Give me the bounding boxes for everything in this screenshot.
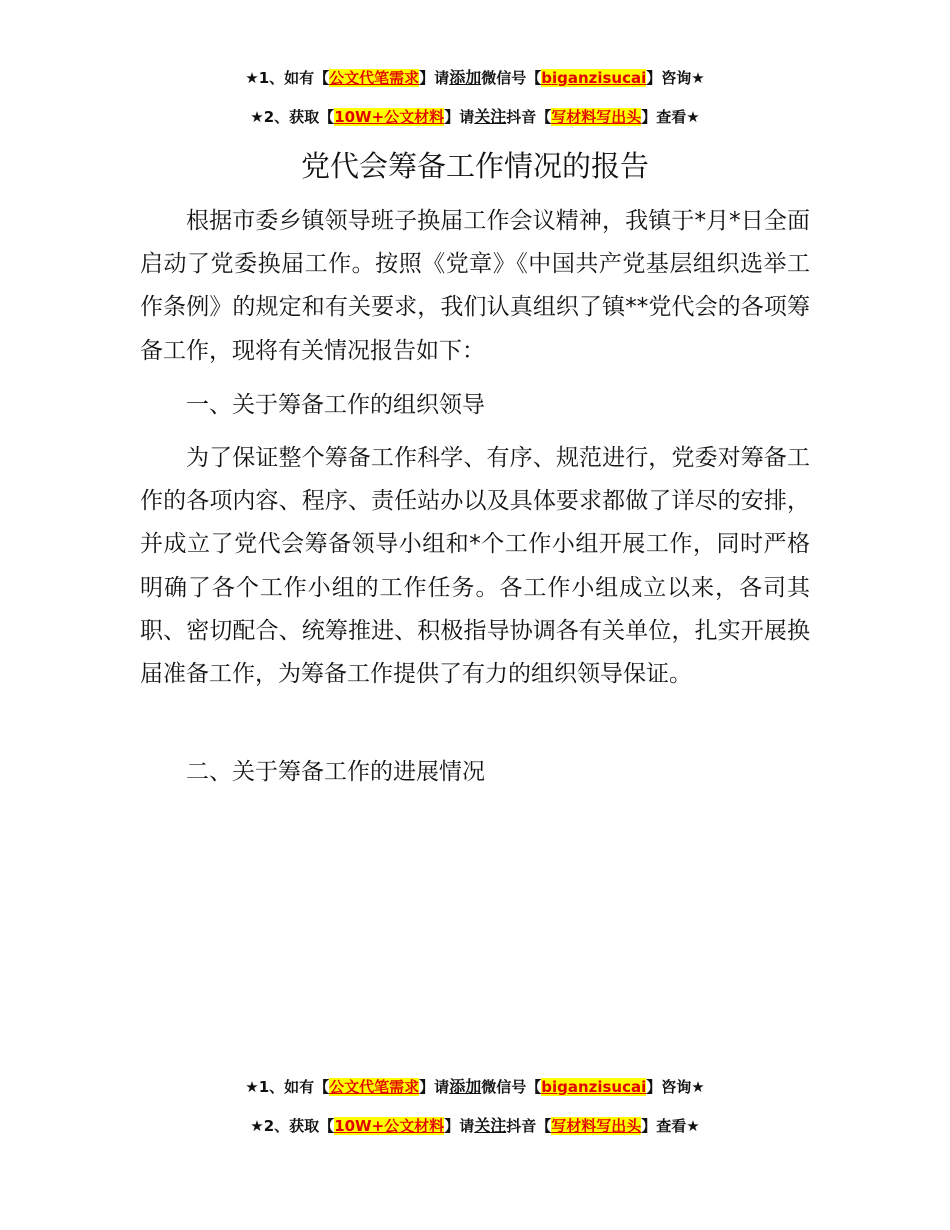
banner-highlight: 10W+公文材料 bbox=[334, 108, 445, 126]
banner-text: 】请 bbox=[444, 108, 475, 126]
banner-highlight: 公文代笔需求 bbox=[329, 1078, 420, 1096]
section-heading: 二、关于筹备工作的进展情况 bbox=[186, 759, 485, 785]
banner-text: 】请 bbox=[444, 1117, 475, 1135]
banner-text: 】咨询★ bbox=[646, 1078, 705, 1096]
banner-text: 抖音【 bbox=[506, 1117, 552, 1135]
document-title: 党代会筹备工作情况的报告 bbox=[300, 149, 649, 183]
banner-highlight: 公文代笔需求 bbox=[329, 69, 420, 87]
top-banner-line-1 bbox=[0, 67, 950, 89]
banner-text: ★2、获取【 bbox=[250, 1117, 335, 1135]
banner-underlined: 添加 bbox=[449, 1077, 482, 1096]
banner-highlight: 写材料写出头 bbox=[551, 108, 642, 126]
banner-underlined: 关注 bbox=[474, 1116, 507, 1135]
banner-text: 】咨询★ bbox=[646, 69, 705, 87]
banner-underlined: 关注 bbox=[474, 107, 507, 126]
banner-wechat-id: biganzisucai bbox=[541, 1078, 647, 1096]
banner-wechat-id: biganzisucai bbox=[541, 69, 647, 87]
body-paragraph: 为了保证整个筹备工作科学、有序、规范进行，党委对筹备工作的各项内容、程序、责任站办以及具体要求都做了详尽的安排，并成立了党代会筹备领导小组和*个工作小组开展工作，同时严格明确了各个工作小组的工作任务。各工作小组成立以来，各司其职、密切配合、统筹推进、积极指导协调各有关单位，扎实开展换届准备工作，为筹备工作提供了有力的组织领导保证。 bbox=[140, 445, 810, 688]
bottom-banner-line-2 bbox=[0, 1115, 950, 1137]
banner-text: 抖音【 bbox=[506, 108, 552, 126]
banner-text: ★2、获取【 bbox=[250, 108, 335, 126]
banner-text: 微信号【 bbox=[481, 1078, 542, 1096]
bottom-banner-line-1 bbox=[0, 1076, 950, 1098]
banner-highlight: 10W+公文材料 bbox=[334, 1117, 445, 1135]
banner-text: 】查看★ bbox=[641, 1117, 700, 1135]
top-banner-line-2 bbox=[0, 106, 950, 128]
body-paragraph: 根据市委乡镇领导班子换届工作会议精神，我镇于*月*日全面启动了党委换届工作。按照《党章》《中国共产党基层组织选举工作条例》的规定和有关要求，我们认真组织了镇**党代会的各项筹备工作，现将有关情况报告如下： bbox=[140, 208, 810, 364]
banner-text: 】查看★ bbox=[641, 108, 700, 126]
banner-text: ★1、如有【 bbox=[245, 69, 330, 87]
banner-text: ★1、如有【 bbox=[245, 1078, 330, 1096]
banner-text: 】请 bbox=[419, 1078, 450, 1096]
banner-text: 】请 bbox=[419, 69, 450, 87]
banner-text: 微信号【 bbox=[481, 69, 542, 87]
section-heading: 一、关于筹备工作的组织领导 bbox=[186, 392, 485, 418]
banner-highlight: 写材料写出头 bbox=[551, 1117, 642, 1135]
banner-underlined: 添加 bbox=[449, 68, 482, 87]
